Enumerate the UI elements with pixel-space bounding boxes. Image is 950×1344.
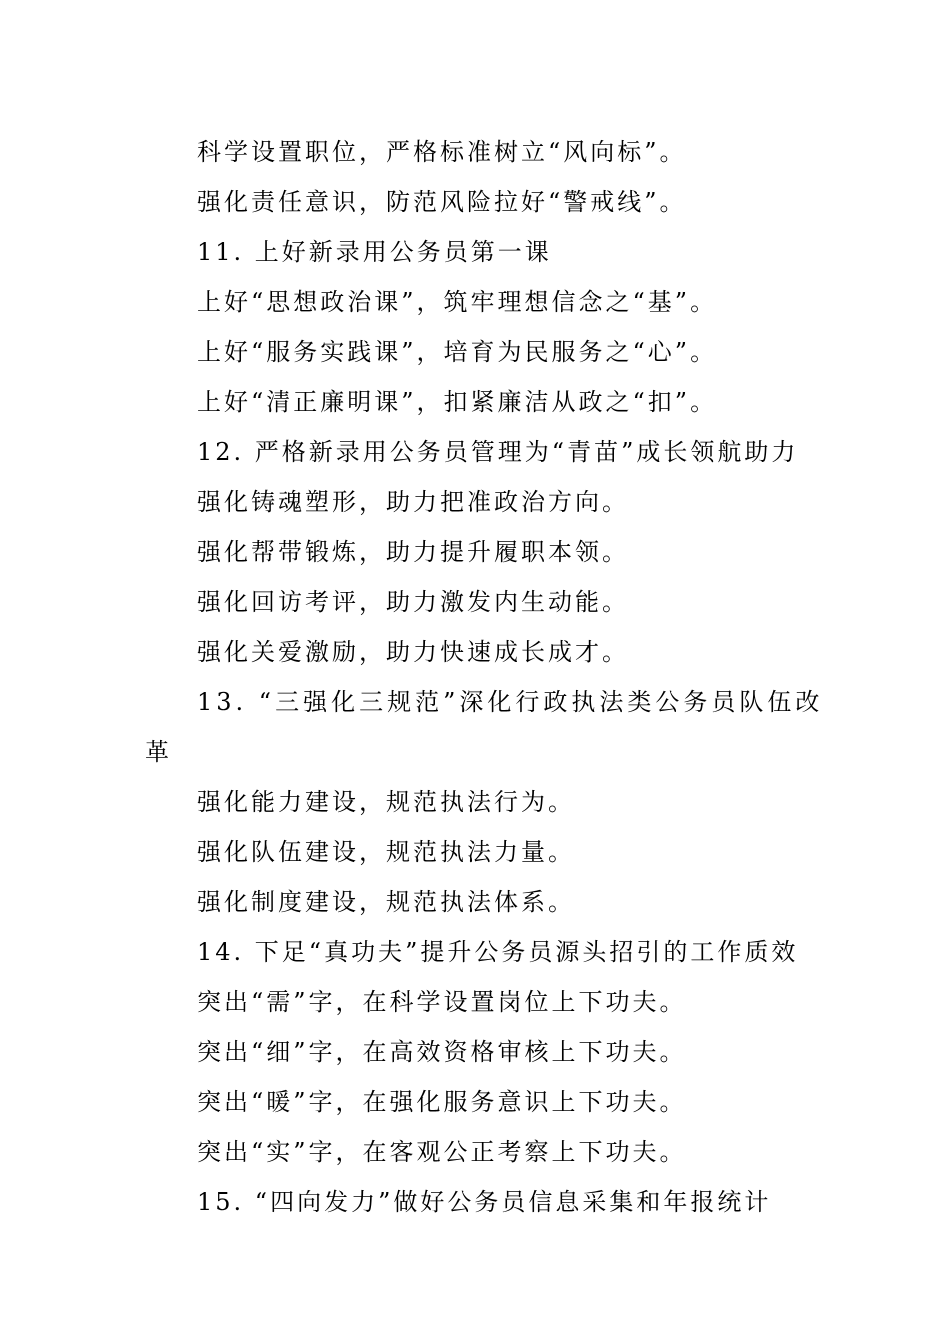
- text-line: 强化能力建设，规范执法行为。: [197, 788, 575, 816]
- text-line: 突出“需”字，在科学设置岗位上下功夫。: [197, 988, 687, 1016]
- section-heading-15: 15. “四向发力”做好公务员信息采集和年报统计: [197, 1188, 772, 1216]
- section-heading-11: 11. 上好新录用公务员第一课: [197, 238, 552, 266]
- text-line: 强化铸魂塑形，助力把准政治方向。: [197, 488, 629, 516]
- text-line: 上好“服务实践课”，培育为民服务之“心”。: [197, 338, 718, 366]
- section-heading-14: 14. 下足“真功夫”提升公务员源头招引的工作质效: [197, 938, 799, 966]
- section-heading-12: 12. 严格新录用公务员管理为“青苗”成长领航助力: [197, 438, 799, 466]
- text-line: 突出“暖”字，在强化服务意识上下功夫。: [197, 1088, 687, 1116]
- text-line: 强化回访考评，助力激发内生动能。: [197, 588, 629, 616]
- text-line: 强化队伍建设，规范执法力量。: [197, 838, 575, 866]
- text-line: 强化责任意识，防范风险拉好“警戒线”。: [197, 188, 687, 216]
- section-heading-13: 13. “三强化三规范”深化行政执法类公务员队伍改: [197, 688, 824, 716]
- text-line: 上好“思想政治课”，筑牢理想信念之“基”。: [197, 288, 718, 316]
- text-line: 上好“清正廉明课”，扣紧廉洁从政之“扣”。: [197, 388, 718, 416]
- text-line: 强化帮带锻炼，助力提升履职本领。: [197, 538, 629, 566]
- text-line: 突出“实”字，在客观公正考察上下功夫。: [197, 1138, 687, 1166]
- text-line: 强化制度建设，规范执法体系。: [197, 888, 575, 916]
- text-line: 突出“细”字，在高效资格审核上下功夫。: [197, 1038, 687, 1066]
- section-heading-13-continuation: 革: [145, 738, 172, 766]
- text-line: 科学设置职位，严格标准树立“风向标”。: [197, 138, 687, 166]
- text-line: 强化关爱激励，助力快速成长成才。: [197, 638, 629, 666]
